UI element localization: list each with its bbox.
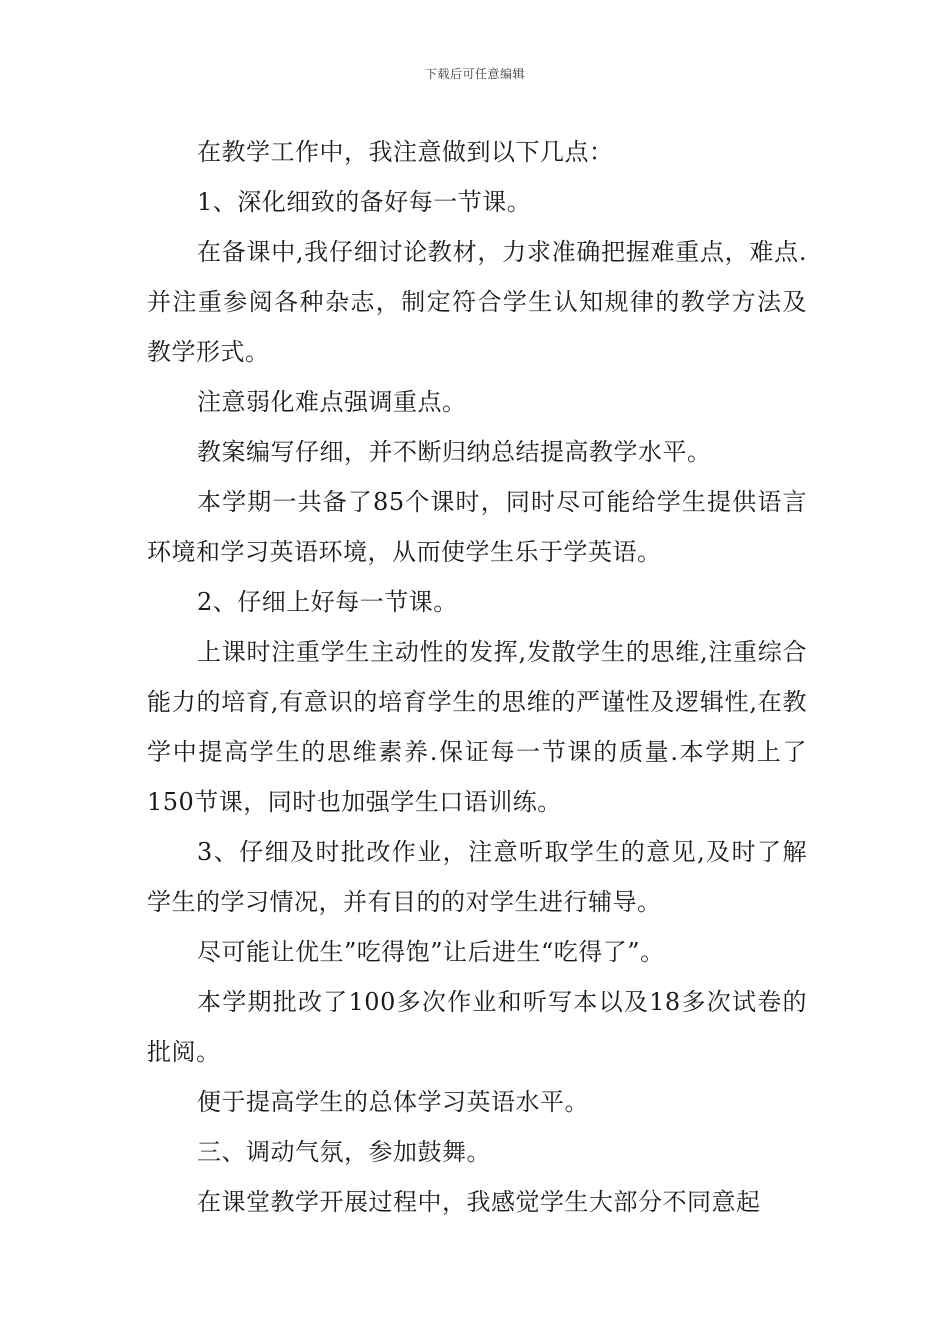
paragraph: 1、深化细致的备好每一节课。 [197,188,532,216]
paragraph: 本学期批改了100多次作业和听写本以及18多次试卷的批阅。 [147,988,807,1066]
paragraph: 便于提高学生的总体学习英语水平。 [197,1088,589,1116]
document-body [147,127,807,1227]
paragraph: 三、调动气氛，参加鼓舞。 [197,1138,491,1166]
paragraph: 尽可能让优生”吃得饱”让后进生“吃得了”。 [197,938,665,966]
paragraph: 在教学工作中，我注意做到以下几点： [197,138,614,166]
paragraph: 3、仔细及时批改作业，注意听取学生的意见,及时了解学生的学习情况，并有目的的对学生进行辅导。 [147,838,807,916]
page-header: 下载后可任意编辑 [424,67,525,81]
paragraph: 在课堂教学开展过程中，我感觉学生大部分不同意起 [197,1188,761,1216]
paragraph: 在备课中,我仔细讨论教材，力求准确把握难重点，难点.并注重参阅各种杂志，制定符合学生认知规律的教学方法及教学形式。 [147,238,807,366]
paragraph: 2、仔细上好每一节课。 [197,588,458,616]
paragraph: 注意弱化难点强调重点。 [197,388,467,416]
paragraph: 教案编写仔细，并不断归纳总结提高教学水平。 [197,438,712,466]
paragraph: 上课时注重学生主动性的发挥,发散学生的思维,注重综合能力的培育,有意识的培育学生的思维的严谨性及逻辑性,在教学中提高学生的思维素养.保证每一节课的质量.本学期上了150节课，同时也加强学生口语训练。 [147,638,807,816]
paragraph: 本学期一共备了85个课时，同时尽可能给学生提供语言环境和学习英语环境，从而使学生乐于学英语。 [147,488,807,566]
